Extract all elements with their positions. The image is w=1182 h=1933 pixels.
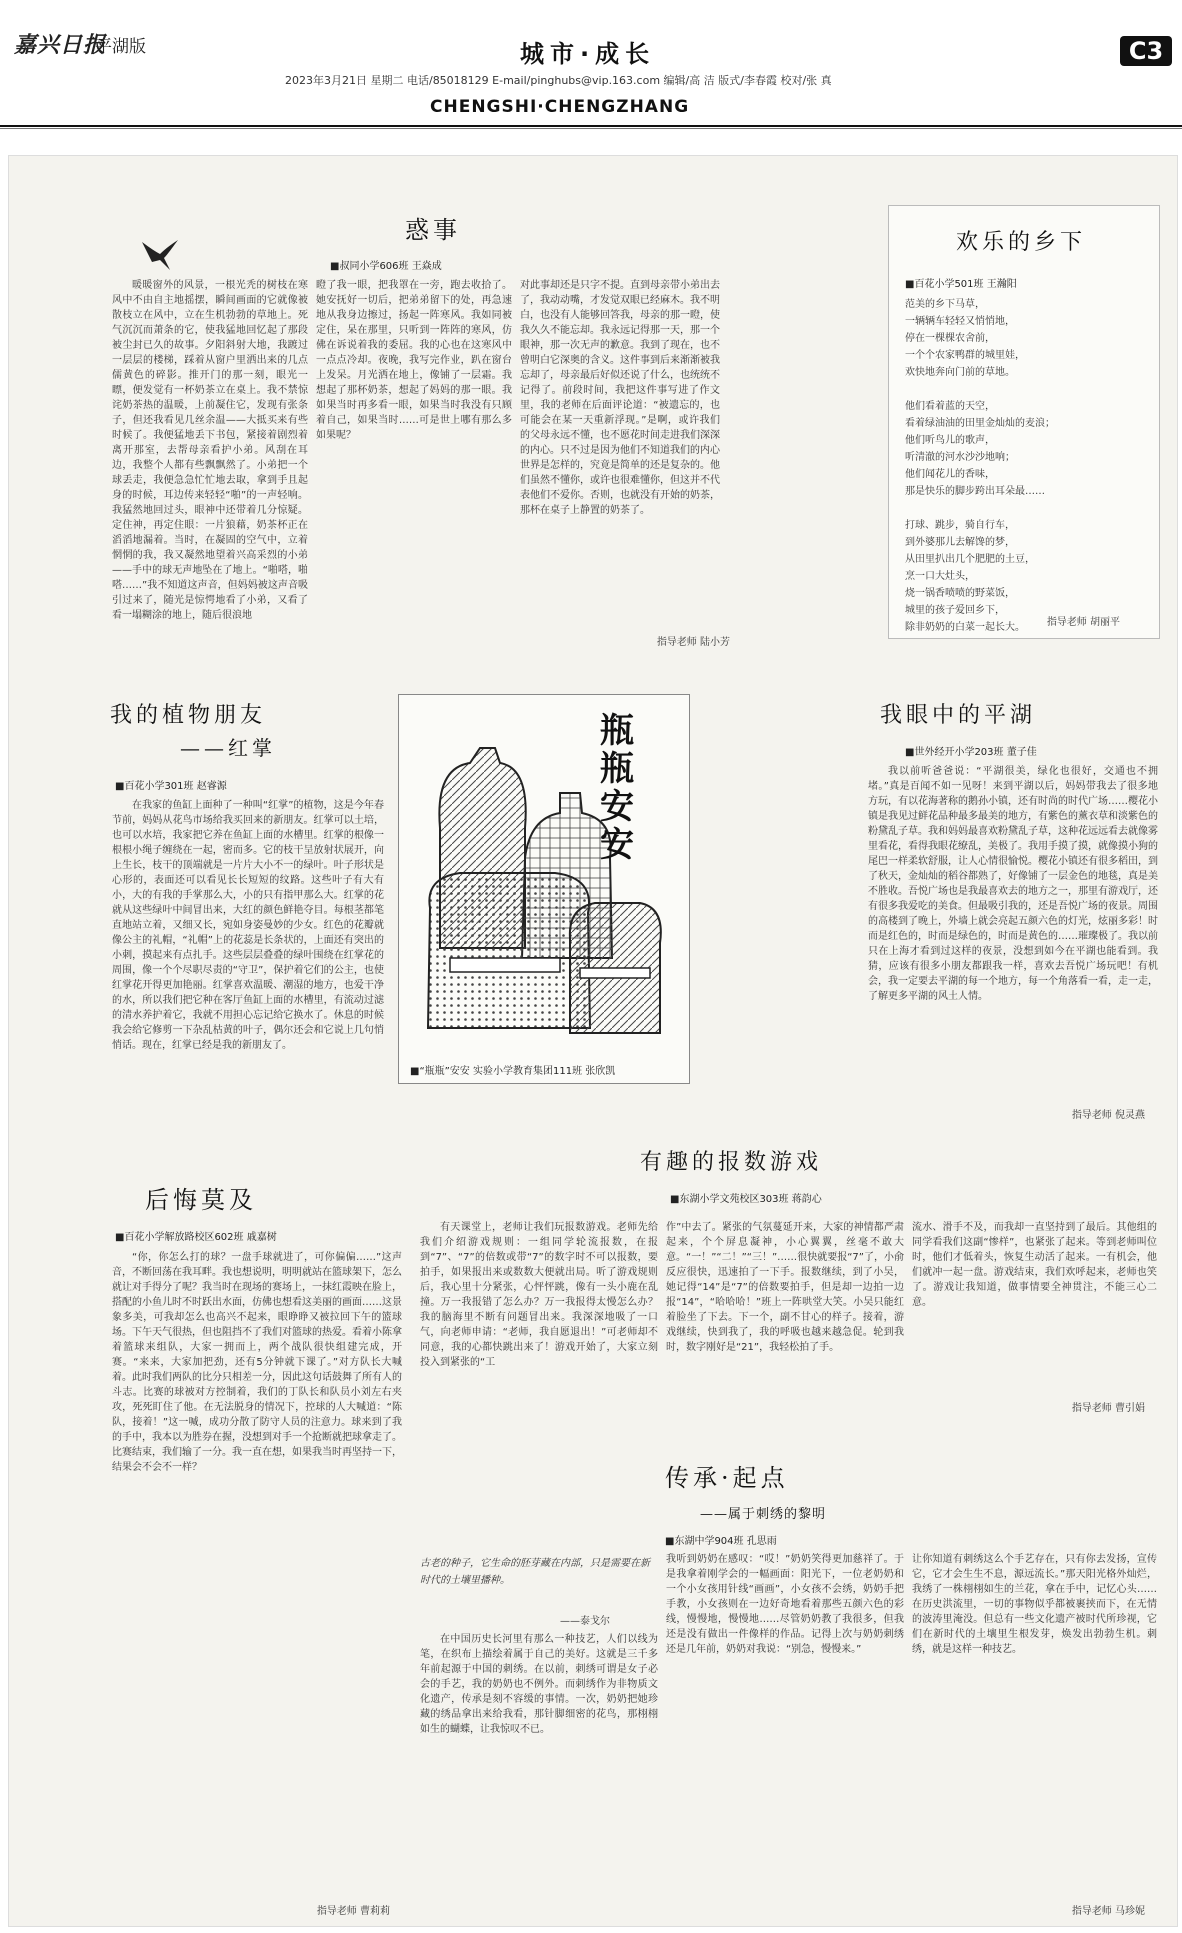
section-pinyin: CHENGSHI·CHENGZHANG — [430, 97, 690, 117]
byline-zhiwu: ■百花小学301班 赵睿源 — [115, 781, 227, 792]
article-body-huoshi-col1: 暖暖窗外的风景，一根光秃的树枝在寒风中不由自主地摇摆，瞬间画面的它就像被散枝立在风中，立在生机勃勃的草地上。死气沉沉而萧条的它，使我猛地回忆起了那段被尘封已久的故事。夕阳斜射大地，我踱过一层层的楼梯，踩着从窗户里洒出来的几点儒黄色的碎影。推开门的那一刻，眼光一瞟，便发觉有一杯奶茶立在桌上。我不禁惊诧奶茶热的温暖，上前凝住它，发现有张条子，但还我看见几丝余温——大抵买来有些时候了。我便猛地丢下书包，紧接着剧烈着离开那室，去帮母亲看护小弟。风刮在耳边，我整个人都有些飘飘然了。小弟把一个球丢走，我便急急忙忙地去取，拿到手且起身的时候，耳边传来轻轻“啪”的一声轻响。我猛然地回过头，眼神中还带着几分惊疑。定住神，再定住眼：一片狼藉，奶茶杯正在滔滔地漏着。当时，在凝固的空气中，立着惘惘的我，我又凝然地望着兴高采烈的小弟——手中的球无声地坠在了地上。“啪嗒，啪嗒……”我不知道这声音，但妈妈被这声音吸引过来了，随光是惊愕地看了小弟，又看了看一塌糊涂的地上，随后很浪地 — [112, 280, 308, 621]
article-title-huoshi: 惑事 — [405, 216, 461, 244]
article-body-chuancheng-col1: 在中国历史长河里有那么一种技艺，人们以线为笔，在织布上描绘着属于自己的美好。这就是三千多年前起源于中国的刺绣。在以前，刺绣可谓是女子必会的手艺，我的奶奶也不例外。而刺绣作为非物质文化遗产，传承是刻不容缓的事情。一次，奶奶把她珍藏的绣品拿出来给我看，那针脚细密的花鸟，那栩栩如生的蝴蝶，让我惊叹不已。 — [420, 1634, 658, 1735]
article-body-huoshi-col3: 对此事却还是只字不提。直到母亲带小弟出去了，我动动嘴，才发觉双眼已经麻木。我不明白，也没有人能够回答我，母亲的那一瞪，使我久久不能忘却。我永远记得那一天，那一个眼神，那一次无声的歉意。我到了现在，也不曾明白它深奥的含义。这件事到后来渐渐被我忘却了，母亲最后好似还说了什么，也统统不记得了。前段时间，我把这件事写进了作文里，我的老师在后面评论道：“被遗忘的，也可能会在某一天重新浮现。”是啊，或许我们的父母永远不懂，也不愿花时间走进我们深深的内心。只不过是因为他们不知道我们的内心世界是怎样的，究竟是简单的还是复杂的。他们虽然不懂你，或许也很难懂你，但这并不代表他们不爱你。否则，也就没有开始的奶茶，那杯在桌子上静置的奶茶了。 — [520, 280, 720, 516]
advisor-pinghu: 指导老师 倪灵燕 — [1071, 1110, 1145, 1121]
advisor-huoshi: 指导老师 陆小芳 — [656, 637, 730, 648]
edition-label: 平湖版 — [95, 37, 146, 57]
article-body-zhiwu: 在我家的鱼缸上面种了一种叫“红掌”的植物，这是今年春节前，妈妈从花鸟市场给我买回来的新朋友。红掌可以土培，也可以水培，我家把它养在鱼缸上面的水槽里。红掌的根像一根根小绳子缠绕在一起，密而多。它的枝干呈放射状展开，向上生长，枝干的顶端就是一片片大小不一的绿叶。叶子形状是心形的，表面还可以看见长长短短的纹路。这些叶子有大有小，大的有我的手掌那么大，小的只有指甲那么大。红掌的花就从这些绿叶中间冒出来，大红的颜色鲜艳夺目。每根茎都笔直地站立着，又细又长，宛如身姿曼妙的少女。红色的花瓣就像公主的礼帽，“礼帽”上的花蕊是长条状的，上面还有突出的小刺，摸起来有点扎手。这些层层叠叠的绿叶围绕在红掌花的周围，像一个个尽职尽责的“守卫”，保护着它们的公主，也使红掌花开得更加艳丽。红掌喜欢温暖、潮湿的地方，也爱干净的水，所以我们把它种在客厅鱼缸上面的水槽里，有流动过滤的清水养护着它，我就不用担心忘记给它换水了。休息的时候我会给它修剪一下杂乱枯黄的叶子，偶尔还会和它说上几句悄悄话。现在，红掌已经是我的新朋友了。 — [112, 800, 384, 1051]
article-title-xiangxia: 欢乐的乡下 — [955, 230, 1086, 255]
article-body-pinghu: 我以前听爸爸说：“平湖很美，绿化也很好，交通也不拥堵。”真是百闻不如一见呀！来到平湖以后，妈妈带我去了很多地方玩，有以花海著称的鹅孙小镇，还有时尚的时代广场……樱花小镇是我见过鲜花品种最多最美的地方，有紫色的薰衣草和淡紫色的粉黛乱子草。我和妈妈最喜欢粉黛乱子草，这种花远远看去就像雾里看花，看得我眼花缭乱，美极了。我用手摸了摸，就像摸小狗的尾巴一样柔软舒服，让人心情很愉悦。樱花小镇还有很多稻田，到了秋天，金灿灿的稻谷都熟了，好像铺了一层金色的地毯，真是美不胜收。吾悦广场也是我最喜欢去的地方之一，那里有游戏厅，还有很多我爱吃的美食。但最吸引我的，还是吾悦广场的夜景。周围的高楼到了晚上，外墙上就会亮起五颜六色的灯光，炫丽多彩！时而是红色的，时而是绿色的，时而是黄色的……璀璨极了。我以前只在上海才看到过这样的夜景，没想到如今在平湖也能看到。我猜，应该有很多小朋友都跟我一样，喜欢去吾悦广场玩吧！有机会，我一定要去平湖的每一个地方，每一个角落看一看，走一走，了解更多平湖的风土人情。 — [868, 766, 1158, 1002]
section-title: 城市·成长 — [520, 40, 656, 68]
article-body-baoshu-col2: 作”中去了。紧张的气氛蔓延开来，大家的神情都严肃起来，个个屏息凝神，小心翼翼，丝毫不敢大意。“一！”“二！”“三！”……很快就要报“7”了，小俞反应很快，迅速拍了一下手。报数继续，到了小吴，她记得“14”是“7”的倍数要拍手，但是却一边拍一边报“14”，“哈哈哈！”班上一阵哄堂大笑。小吴只能红着脸坐了下去。下一个，副不甘心的样子。接着，游戏继续，快到我了，我的呼吸也越来越急促。轮到我时，数字刚好是“21”，我轻松拍了手。 — [666, 1222, 904, 1353]
issue-meta-line: 2023年3月21日 星期二 电话/85018129 E-mail/pinghubs@vip.163.com 编辑/高 洁 版式/李春霞 校对/张 真 — [285, 74, 832, 87]
advisor-baoshu: 指导老师 曹引娟 — [1071, 1403, 1145, 1414]
byline-huoshi: ■叔同小学606班 王焱成 — [330, 261, 442, 272]
artwork-caption: ■“瓶瓶”安安 实验小学教育集团111班 张欣凯 — [410, 1066, 616, 1077]
byline-houhui: ■百花小学解放路校区602班 戚嘉树 — [115, 1232, 277, 1243]
swallow-icon — [140, 238, 180, 272]
byline-baoshu: ■东湖小学文苑校区303班 蒋韵心 — [670, 1194, 822, 1205]
advisor-xiangxia: 指导老师 胡丽平 — [1046, 617, 1120, 628]
newspaper-logo: 嘉兴日报 — [14, 32, 107, 58]
article-body-chuancheng-col3: 让你知道有刺绣这么个手艺存在，只有你去发扬，宣传它，它才会生生不息，源远流长。”那天阳光格外灿烂，我绣了一株栩栩如生的兰花，拿在手中，记忆心头……在历史洪流里，一切的事物似乎都被裹挟而下，在无情的波涛里淹没。但总有一些文化遗产被时代所珍视，它们在新时代的土壤里生根发芽，焕发出勃勃生机。刺绣，就是这样一种技艺。 — [912, 1554, 1157, 1655]
article-body-baoshu-col1: 有天课堂上，老师让我们玩报数游戏。老师先给我们介绍游戏规则：一组同学轮流报数，在报到“7”、“7”的倍数或带“7”的数字时不可以报数，要拍手，如果报出来或数数大便就出局。听了游戏规则后，我心里十分紧张，心怦怦跳，像有一头小鹿在乱撞。万一我报错了怎么办？万一我报得太慢怎么办？我的脑海里不断有问题冒出来。我深深地吸了一口气，向老师申请：“老师，我自愿退出！”可老师却不同意，我的心都快跳出来了！游戏开始了，大家立刻投入到紧张的“工 — [420, 1222, 658, 1368]
header-rule — [0, 125, 1182, 127]
article-title-zhiwu: 我的植物朋友 — [110, 703, 267, 728]
poem-xiangxia: 范美的乡下马草， 一辆辆车轻轻又悄悄地， 停在一棵棵农舍前， 一个个农家鸭群的城里娃， 欢快地奔向门前的草地。 他们看着蓝的天空， 看着绿油油的田里金灿灿的麦浪； 他们听鸟儿的歌声， 听清澈的河水沙沙地响； 他们闻花儿的香味， 那是快乐的脚步跨出耳朵最…… 打球、跳步，骑自行车， 到外婆那儿去解馋的梦， 从田里扒出几个肥肥的土豆， 烹一口大灶头， 烧一锅香喷喷的野菜饭， 城里的孩子爱回乡下， 除非奶奶的白菜一起长大。 — [905, 299, 1055, 633]
page-code-badge: C3 — [1120, 36, 1172, 66]
advisor-chuancheng: 指导老师 马珍妮 — [1071, 1906, 1145, 1917]
article-body-huoshi-col2: 瞪了我一眼，把我罩在一旁，跑去收拾了。她安抚好一切后，把弟弟留下的处，再急速地从我身边擦过，扬起一阵寒风。我如同被定住，呆在那里，只听到一阵阵的寒风，仿佛在诉说着我的委屈。我的心也在这寒风中一点点冷却。夜晚，我写完作业，趴在窗台上发呆。月光洒在地上，像铺了一层霜。我想起了那杯奶茶，想起了妈妈的那一眼。我如果当时再多看一眼，如果当时我没有只顾着自己，如果当时……可是世上哪有那么多如果呢？ — [316, 280, 512, 441]
article-body-baoshu-col3: 流水、滑手不及，而我却一直坚持到了最后。其他组的同学看我们这副“惨样”，也紧张了起来。等到老师叫位时，他们才低着头，恢复生动活了起来。一有机会，他们就冲一起一盘。游戏结束，我们欢呼起来，老师也笑了。游戏让我知道，做事情要全神贯注，不能三心二意。 — [912, 1222, 1157, 1308]
article-title-baoshu: 有趣的报数游戏 — [640, 1150, 823, 1175]
byline-chuancheng: ■东湖中学904班 孔思雨 — [665, 1536, 777, 1547]
article-title-houhui: 后悔莫及 — [145, 1186, 257, 1214]
article-subtitle-chuancheng: ——属于刺绣的黎明 — [700, 1507, 827, 1522]
article-title-chuancheng: 传承·起点 — [665, 1464, 789, 1492]
chuancheng-epigraph-author: ——泰戈尔 — [560, 1616, 610, 1627]
article-subtitle-zhiwu: ——红掌 — [180, 736, 276, 760]
artwork-calligraphy: 瓶瓶安安 — [600, 711, 634, 865]
article-body-houhui: “你，你怎么打的球？一盘手球就进了，可你偏偏……”这声音，不断回荡在我耳畔。我也想说明，明明就站在篮球架下，怎么就让对手得分了呢？我当时在现场的赛场上，一抹红霞映在脸上，搭配的小鱼儿时不时跃出水面，仿佛也想看这美丽的画面……这景象多美，可我却怎么也高兴不起来，眼睁睁又被拉回下午的篮球场。下午天气很热，但也阻挡不了我们对篮球的热爱。看着小陈拿着篮球来组队，大家一拥而上，两个战队很快组建完成，开赛。“来来，大家加把劲，还有5分钟就下课了。”对方队长大喊着。此时我们两队的比分只相差一分，因此这句话鼓舞了所有人的斗志。比赛的球被对方控制着，我们的丁队长和队员小刘左右夹攻，死死盯住了他。在无法脱身的情况下，控球的人大喊道：“陈队，接着！”这一喊，成功分散了防守人员的注意力。球来到了我的手中，我本以为胜券在握，没想到对手一个抢断就把球拿走了。比赛结束，我们输了一分。我一直在想，如果我当时再坚持一下，结果会不会不一样？ — [112, 1252, 402, 1473]
byline-pinghu: ■世外经开小学203班 董子佳 — [905, 747, 1037, 758]
byline-xiangxia: ■百花小学501班 王瀚阳 — [905, 279, 1017, 290]
article-body-chuancheng-col2: 我听到奶奶在感叹：“哎！”奶奶笑得更加慈祥了。于是我拿着刚学会的一幅画面：阳光下，一位老奶奶和一个小女孩用针线“画画”，小女孩不会绣，奶奶手把手教，小女孩则在一边好奇地看着那些五颜六色的彩线，慢慢地，慢慢地……尽管奶奶教了我很多，但我还是没有做出一件像样的作品。记得上次与奶奶刺绣还是几年前，奶奶对我说：“别急，慢慢来。” — [666, 1554, 904, 1655]
header-rule-thin — [0, 128, 1182, 129]
advisor-houhui: 指导老师 曹莉莉 — [316, 1906, 390, 1917]
chuancheng-epigraph: 古老的种子，它生命的胚芽藏在内部，只是需要在新时代的土壤里播种。 — [420, 1558, 650, 1586]
article-title-pinghu: 我眼中的平湖 — [880, 703, 1037, 728]
